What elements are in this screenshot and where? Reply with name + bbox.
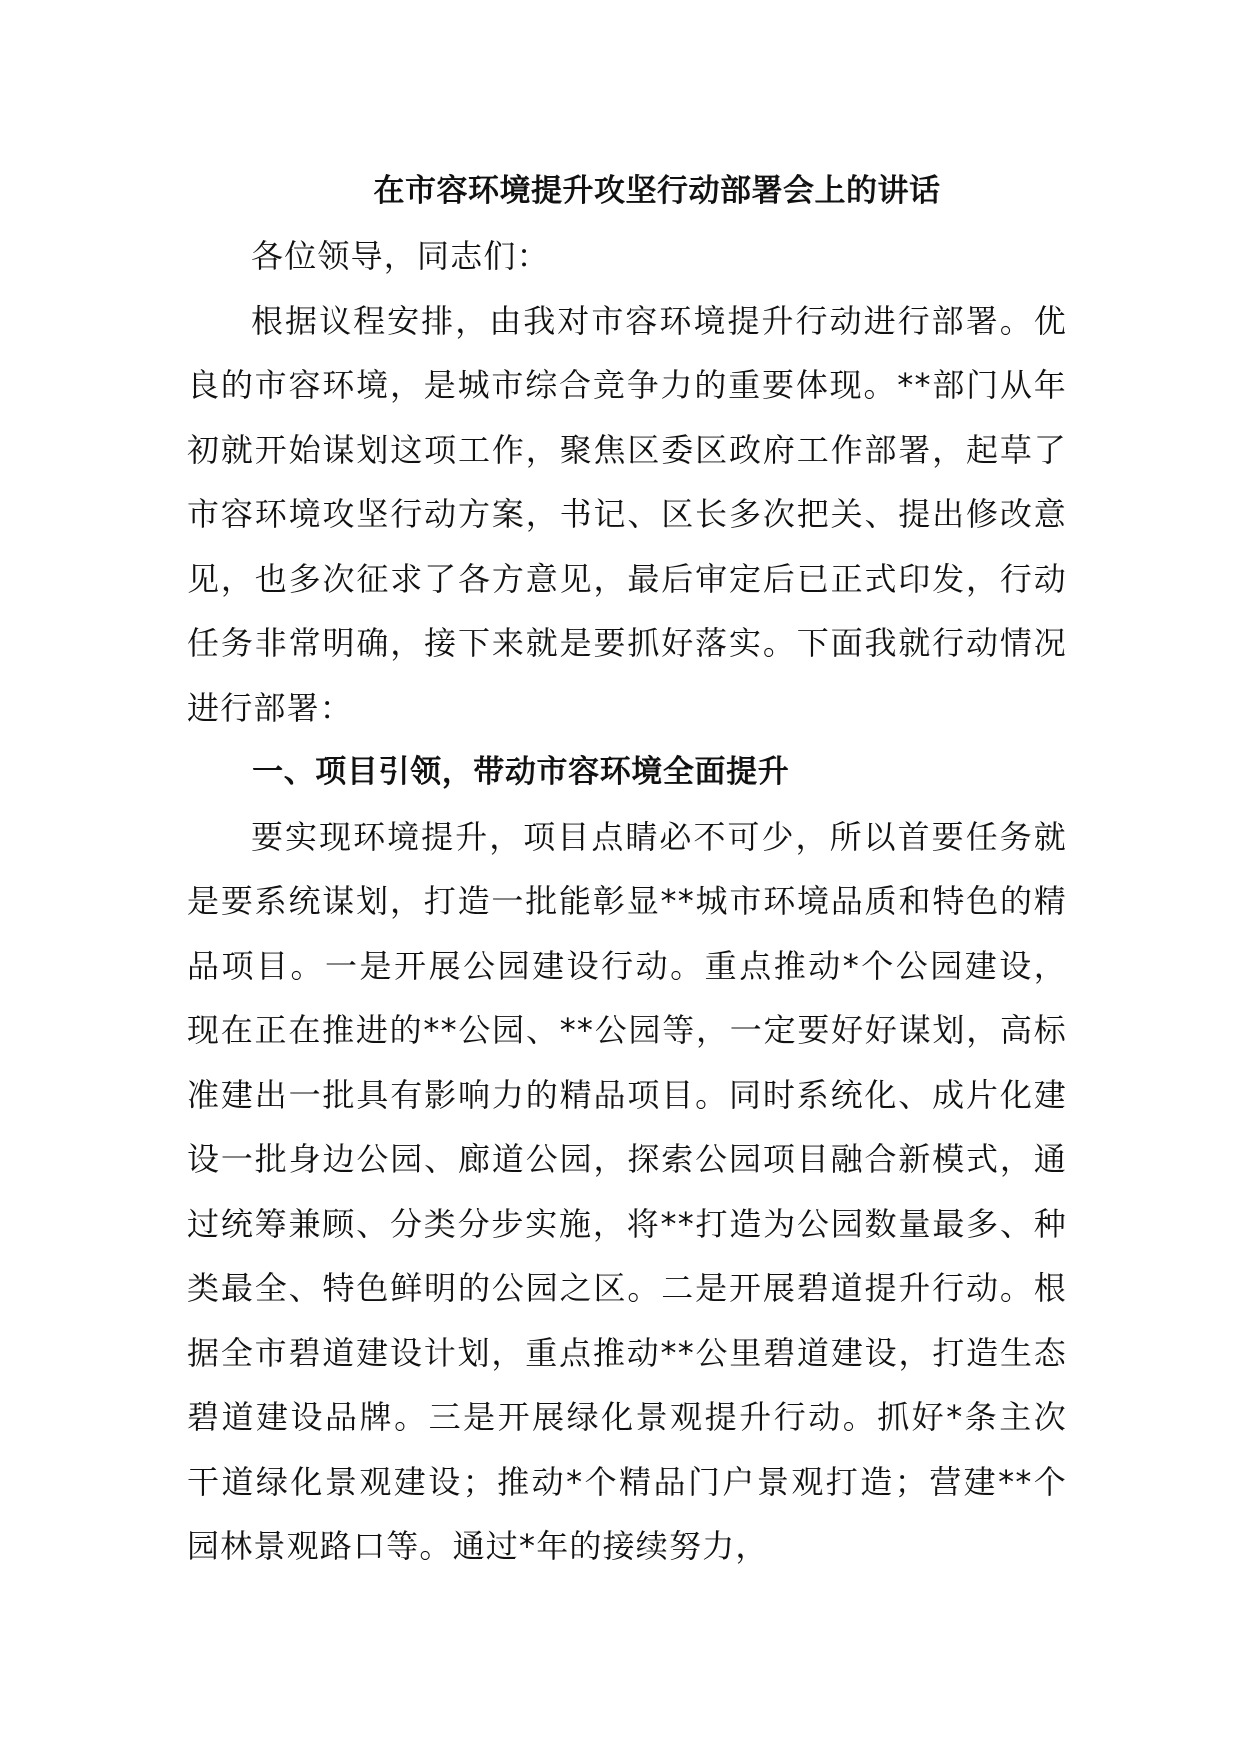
salutation: 各位领导，同志们： xyxy=(251,237,550,275)
document-body xyxy=(187,158,1067,1579)
document-title: 在市容环境提升攻坚行动部署会上的讲话 xyxy=(373,173,941,209)
intro-paragraph: 根据议程安排，由我对市容环境提升行动进行部署。优良的市容环境，是城市综合竞争力的重要体现。**部门从年初就开始谋划这项工作，聚焦区委区政府工作部署，起草了市容环境攻坚行动方案，书记、区长多次把关、提出修改意见，也多次征求了各方意见，最后审定后已正式印发，行动任务非常明确，接下来就是要抓好落实。下面我就行动情况进行部署： xyxy=(187,301,1067,727)
section-paragraph: 要实现环境提升，项目点睛必不可少，所以首要任务就是要系统谋划，打造一批能彰显**城市环境品质和特色的精品项目。一是开展公园建设行动。重点推动*个公园建设，现在正在推进的**公园、**公园等，一定要好好谋划，高标准建出一批具有影响力的精品项目。同时系统化、成片化建设一批身边公园、廊道公园，探索公园项目融合新模式，通过统筹兼顾、分类分步实施，将**打造为公园数量最多、种类最全、特色鲜明的公园之区。二是开展碧道提升行动。根据全市碧道建设计划，重点推动**公里碧道建设，打造生态碧道建设品牌。三是开展绿化景观提升行动。抓好*条主次干道绿化景观建设；推动*个精品门户景观打造；营建**个园林景观路口等。通过*年的接续努力， xyxy=(187,817,1067,1565)
section-heading: 一、项目引领，带动市容环境全面提升 xyxy=(252,754,790,790)
